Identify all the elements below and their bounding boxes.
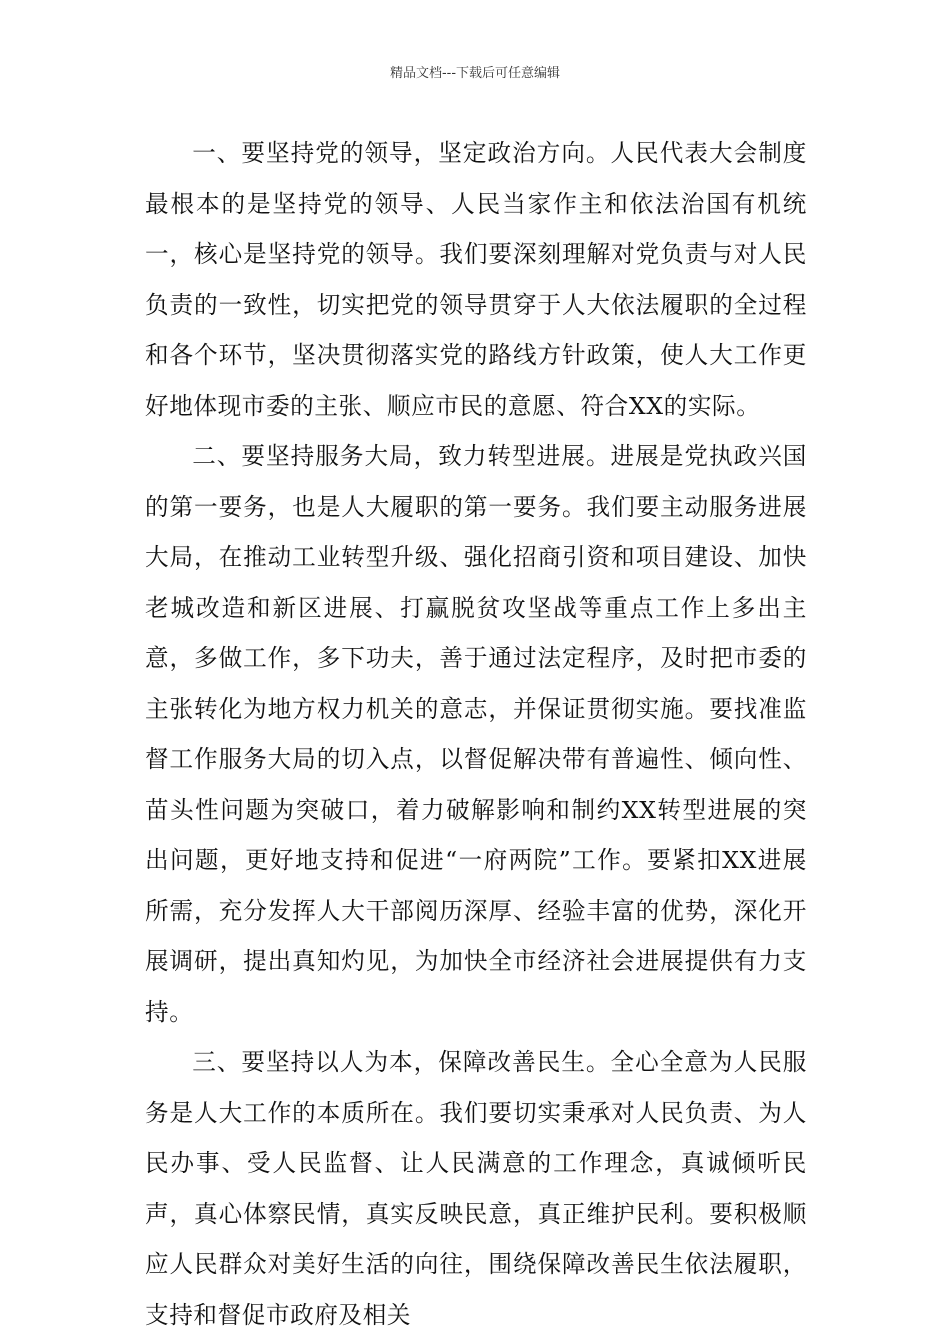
paragraph-3: 三、要坚持以人为本，保障改善民生。全心全意为人民服务是人大工作的本质所在。我们要切实秉承对人民负责、为人民办事、受人民监督、让人民满意的工作理念，真诚倾听民声，真心体察民情，真实反映民意，真正维护民利。要积极顺应人民群众对美好生活的向往，围绕保障改善民生依法履职，支持和督促市政府及相关 bbox=[145, 1048, 807, 1329]
document-body bbox=[145, 128, 807, 1340]
paragraph-1: 一、要坚持党的领导，坚定政治方向。人民代表大会制度最根本的是坚持党的领导、人民当家作主和依法治国有机统一，核心是坚持党的领导。我们要深刻理解对党负责与对人民负责的一致性，切实把党的领导贯穿于人大依法履职的全过程和各个环节，坚决贯彻落实党的路线方针政策，使人大工作更好地体现市委的主张、顺应市民的意愿、符合XX的实际。 bbox=[145, 139, 807, 420]
paragraph-2: 二、要坚持服务大局，致力转型进展。进展是党执政兴国的第一要务，也是人大履职的第一要务。我们要主动服务进展大局，在推动工业转型升级、强化招商引资和项目建设、加快老城改造和新区进展、打赢脱贫攻坚战等重点工作上多出主意，多做工作，多下功夫，善于通过法定程序，及时把市委的主张转化为地方权力机关的意志，并保证贯彻实施。要找准监督工作服务大局的切入点，以督促解决带有普遍性、倾向性、苗头性问题为突破口，着力破解影响和制约XX转型进展的突出问题，更好地支持和促进“一府两院”工作。要紧扣XX进展所需，充分发挥人大干部阅历深厚、经验丰富的优势，深化开展调研，提出真知灼见，为加快全市经济社会进展提供有力支持。 bbox=[145, 442, 807, 1026]
page-header: 精品文档---下载后可任意编辑 bbox=[389, 66, 561, 81]
